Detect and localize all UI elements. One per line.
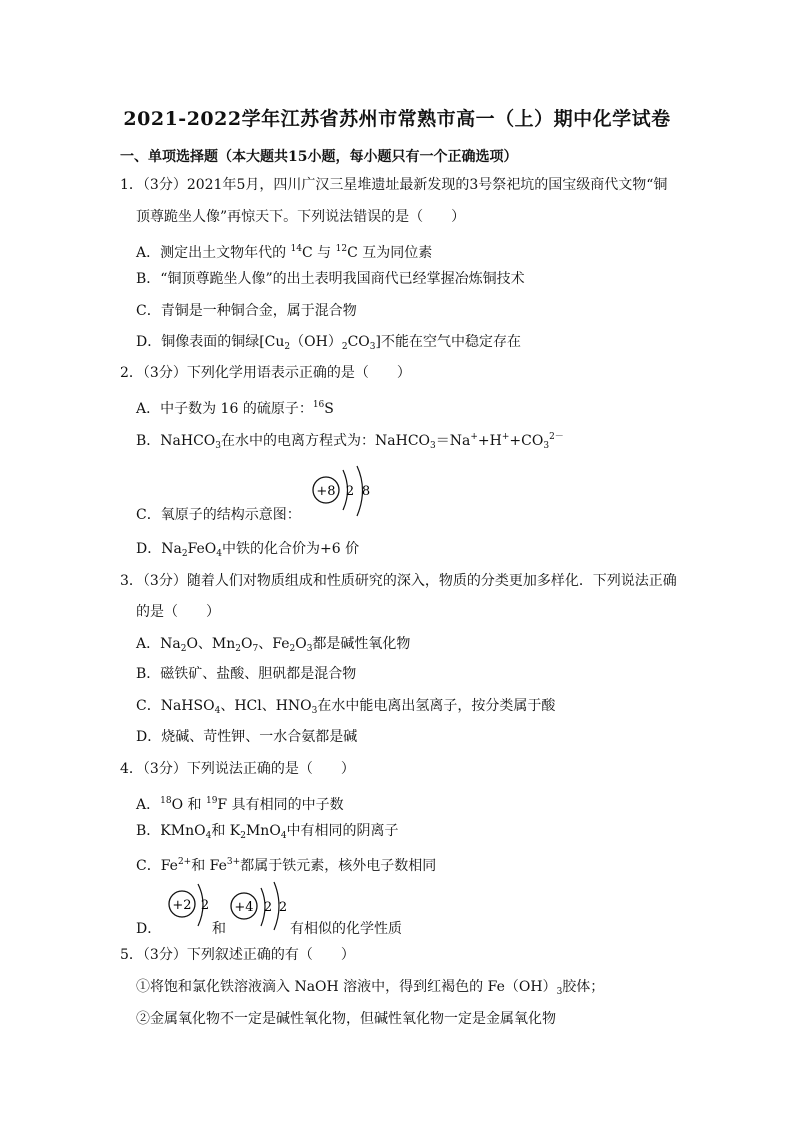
q4-option-a: A．$^{18}$O 和 $^{19}$F 具有相同的中子数 xyxy=(136,796,344,813)
q2-stem: 2．（3分）下列化学用语表示正确的是（ ） xyxy=(120,365,411,381)
q5-statement-1: ①将饱和氯化铁溶液滴入 NaOH 溶液中，得到红褐色的 $Fe(OH)_3$胶体； xyxy=(136,979,605,997)
svg-text:2: 2 xyxy=(278,900,288,915)
q3-stem-line2: 的是（ ） xyxy=(136,604,220,620)
q2-option-d: D．$Na_2FeO_4$中铁的化合价为+6 价 xyxy=(136,541,360,559)
atom-diagram-plus4 xyxy=(228,880,294,930)
svg-text:+2: +2 xyxy=(172,898,192,913)
q4-option-d-label: D． xyxy=(136,921,162,937)
svg-text:8: 8 xyxy=(361,484,371,499)
q1-option-d: D．铜像表面的铜绿$[Cu_2(OH)_2CO_3]$不能在空气中稳定存在 xyxy=(136,334,521,352)
q3-stem-line1: 3．（3分）随着人们对物质组成和性质研究的深入，物质的分类更加多样化．下列说法正确 xyxy=(120,573,677,589)
q2-option-c: C．氧原子的结构示意图： xyxy=(136,507,301,523)
svg-text:2: 2 xyxy=(200,898,210,913)
q4-stem: 4．（3分）下列说法正确的是（ ） xyxy=(120,761,355,777)
page-title: 2021-2022学年江苏省苏州市常熟市高一（上）期中化学试卷 xyxy=(123,108,671,130)
oxygen-atom-structure-diagram xyxy=(310,464,380,522)
q1-option-a: A．测定出土文物年代的 $^{14}$C 与 $^{12}$C 互为同位素 xyxy=(136,244,433,261)
q5-statement-2: ②金属氧化物不一定是碱性氧化物，但碱性氧化物一定是金属氧化物 xyxy=(136,1011,556,1027)
atom-diagram-plus2 xyxy=(162,880,218,930)
q1-option-c: C．青铜是一种铜合金，属于混合物 xyxy=(136,303,357,319)
q3-option-c: C．NaHSO$_4$、HCl、$HNO_3$在水中能电离出氢离子，按分类属于酸 xyxy=(136,698,556,716)
q3-option-a: A．$Na_2O$、$Mn_2O_7$、$Fe_2O_3$都是碱性氧化物 xyxy=(136,636,411,654)
q4-option-d-text: 有相似的化学性质 xyxy=(290,921,402,937)
section-heading: 一、单项选择题（本大题共15小题，每小题只有一个正确选项） xyxy=(120,149,518,165)
q1-stem-line2: 顶尊跪坐人像”再惊天下。下列说法错误的是（ ） xyxy=(136,209,466,225)
q4-option-b: B．KMnO$_4$和 $K_2MnO_4$中有相同的阴离子 xyxy=(136,823,399,841)
nucleus-charge: +8 xyxy=(316,484,336,499)
q2-option-a: A．中子数为 16 的硫原子：$^{16}$S xyxy=(136,400,334,417)
q1-stem-line1: 1．（3分）2021年5月，四川广汉三星堆遗址最新发现的3号祭祀坑的国宝级商代文物“铜 xyxy=(120,177,668,193)
q1-option-b: B．“铜顶尊跪坐人像”的出土表明我国商代已经掌握冶炼铜技术 xyxy=(136,271,525,287)
svg-text:+4: +4 xyxy=(234,900,254,915)
q3-option-d: D．烧碱、苛性钾、一水合氨都是碱 xyxy=(136,729,358,745)
q4-option-c: C．$Fe^{2+}$和 $Fe^{3+}$都属于铁元素，核外电子数相同 xyxy=(136,857,437,874)
q4-option-d-and: 和 xyxy=(212,921,226,937)
q5-stem: 5．（3分）下列叙述正确的有（ ） xyxy=(120,947,355,963)
svg-text:2: 2 xyxy=(263,900,273,915)
q2-option-b: B．NaHCO$_3$在水中的电离方程式为：$NaHCO_3=Na^++H^++CO_3^{2-}$ xyxy=(136,432,564,451)
svg-text:2: 2 xyxy=(345,484,355,499)
q3-option-b: B．磁铁矿、盐酸、胆矾都是混合物 xyxy=(136,666,357,682)
